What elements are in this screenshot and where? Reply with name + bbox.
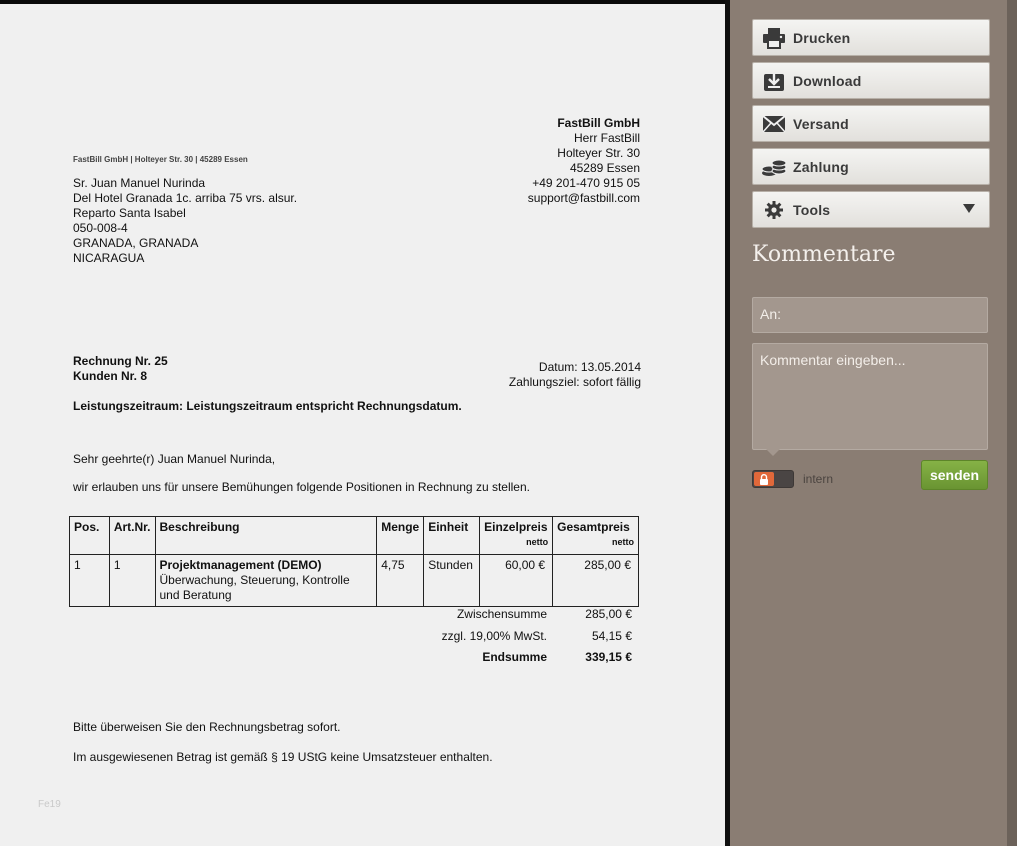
company-name: FastBill GmbH xyxy=(557,116,640,130)
total-value: 339,15 € xyxy=(585,650,632,664)
recipient-input-placeholder: An: xyxy=(760,306,782,322)
company-address xyxy=(528,116,640,206)
cell-pos: 1 xyxy=(70,555,110,607)
tax-note: Im ausgewiesenen Betrag ist gemäß § 19 UStG keine Umsatzsteuer enthalten. xyxy=(73,750,493,764)
print-button[interactable] xyxy=(752,19,990,56)
item-title: Projektmanagement (DEMO) xyxy=(159,558,322,572)
print-label: Drucken xyxy=(793,29,851,46)
intern-label: intern xyxy=(803,472,834,486)
printer-icon xyxy=(761,27,787,49)
cell-art: 1 xyxy=(109,555,155,607)
recipient-line: 050-008-4 xyxy=(73,221,128,235)
company-line: +49 201-470 915 05 xyxy=(532,176,640,190)
cell-desc xyxy=(155,555,377,607)
total-label: Endsumme xyxy=(482,650,547,664)
table-row xyxy=(70,555,639,607)
lock-icon xyxy=(754,472,774,486)
send-label: Versand xyxy=(793,115,849,132)
payment-label: Zahlung xyxy=(793,158,849,175)
col-header-unit-price-label: Einzelpreis xyxy=(484,520,548,534)
chevron-down-icon xyxy=(963,204,975,213)
col-header-desc: Beschreibung xyxy=(155,517,377,555)
watermark: Fe19 xyxy=(38,799,61,810)
col-header-qty: Menge xyxy=(377,517,424,555)
service-period: Leistungszeitraum: Leistungszeitraum entspricht Rechnungsdatum. xyxy=(73,399,462,413)
comment-textarea-placeholder: Kommentar eingeben... xyxy=(760,352,906,368)
comment-bubble-tail xyxy=(766,449,780,456)
comments-heading: Kommentare xyxy=(752,242,896,267)
company-line: Holteyer Str. 30 xyxy=(557,146,640,160)
invoice-date: Datum: 13.05.2014 xyxy=(538,360,641,374)
tools-dropdown[interactable] xyxy=(752,191,990,228)
recipient-line: GRANADA, GRANADA xyxy=(73,236,199,250)
cell-unit: Stunden xyxy=(424,555,480,607)
col-header-unit-price xyxy=(480,517,553,555)
vat-label: zzgl. 19,00% MwSt. xyxy=(441,629,547,643)
cell-unit-price: 60,00 € xyxy=(480,555,553,607)
download-label: Download xyxy=(793,72,862,89)
payment-terms: Zahlungsziel: sofort fällig xyxy=(508,375,641,389)
recipient-line: NICARAGUA xyxy=(73,251,145,265)
table-header-row xyxy=(70,517,639,555)
download-icon xyxy=(761,70,787,92)
closing-text: Bitte überweisen Sie den Rechnungsbetrag sofort. xyxy=(73,720,341,734)
col-header-total-label: Gesamtpreis xyxy=(557,520,630,534)
vat-value: 54,15 € xyxy=(591,629,632,643)
scroll-edge xyxy=(1007,0,1017,846)
company-line: support@fastbill.com xyxy=(527,191,640,205)
col-header-unit: Einheit xyxy=(424,517,480,555)
sender-line: FastBill GmbH | Holteyer Str. 30 | 45289 Essen xyxy=(73,155,248,164)
payment-button[interactable] xyxy=(752,148,990,185)
cell-qty: 4,75 xyxy=(377,555,424,607)
invoice-number: Rechnung Nr. 25 xyxy=(73,354,168,368)
gear-icon xyxy=(761,199,787,221)
company-line: Herr FastBill xyxy=(573,131,640,145)
col-header-art: Art.Nr. xyxy=(109,517,155,555)
subtotal-value: 285,00 € xyxy=(585,607,632,621)
recipient-line: Del Hotel Granada 1c. arriba 75 vrs. alsur. xyxy=(73,191,298,205)
company-line: 45289 Essen xyxy=(569,161,640,175)
item-description: Überwachung, Steuerung, Kontrolle und Beratung xyxy=(159,573,350,602)
tools-label: Tools xyxy=(793,201,831,218)
send-button[interactable] xyxy=(752,105,990,142)
recipient-line: Sr. Juan Manuel Nurinda xyxy=(73,176,206,190)
line-items-table xyxy=(69,516,639,607)
intro-text: wir erlauben uns für unsere Bemühungen folgende Positionen in Rechnung zu stellen. xyxy=(73,480,530,494)
comment-textarea[interactable] xyxy=(752,343,988,450)
send-comment-button[interactable]: senden xyxy=(921,460,988,490)
col-header-total-sub: netto xyxy=(612,537,634,547)
col-header-unit-price-sub: netto xyxy=(526,537,549,547)
subtotal-label: Zwischensumme xyxy=(456,607,547,621)
cell-total: 285,00 € xyxy=(553,555,639,607)
coins-icon xyxy=(761,156,787,178)
recipient-input[interactable] xyxy=(752,297,988,333)
col-header-total xyxy=(553,517,639,555)
col-header-pos: Pos. xyxy=(70,517,110,555)
recipient-line: Reparto Santa Isabel xyxy=(73,206,186,220)
intern-toggle[interactable] xyxy=(752,470,794,488)
salutation: Sehr geehrte(r) Juan Manuel Nurinda, xyxy=(73,452,276,466)
envelope-icon xyxy=(761,113,787,135)
customer-number: Kunden Nr. 8 xyxy=(73,369,148,383)
recipient-address xyxy=(73,176,297,266)
download-button[interactable] xyxy=(752,62,990,99)
